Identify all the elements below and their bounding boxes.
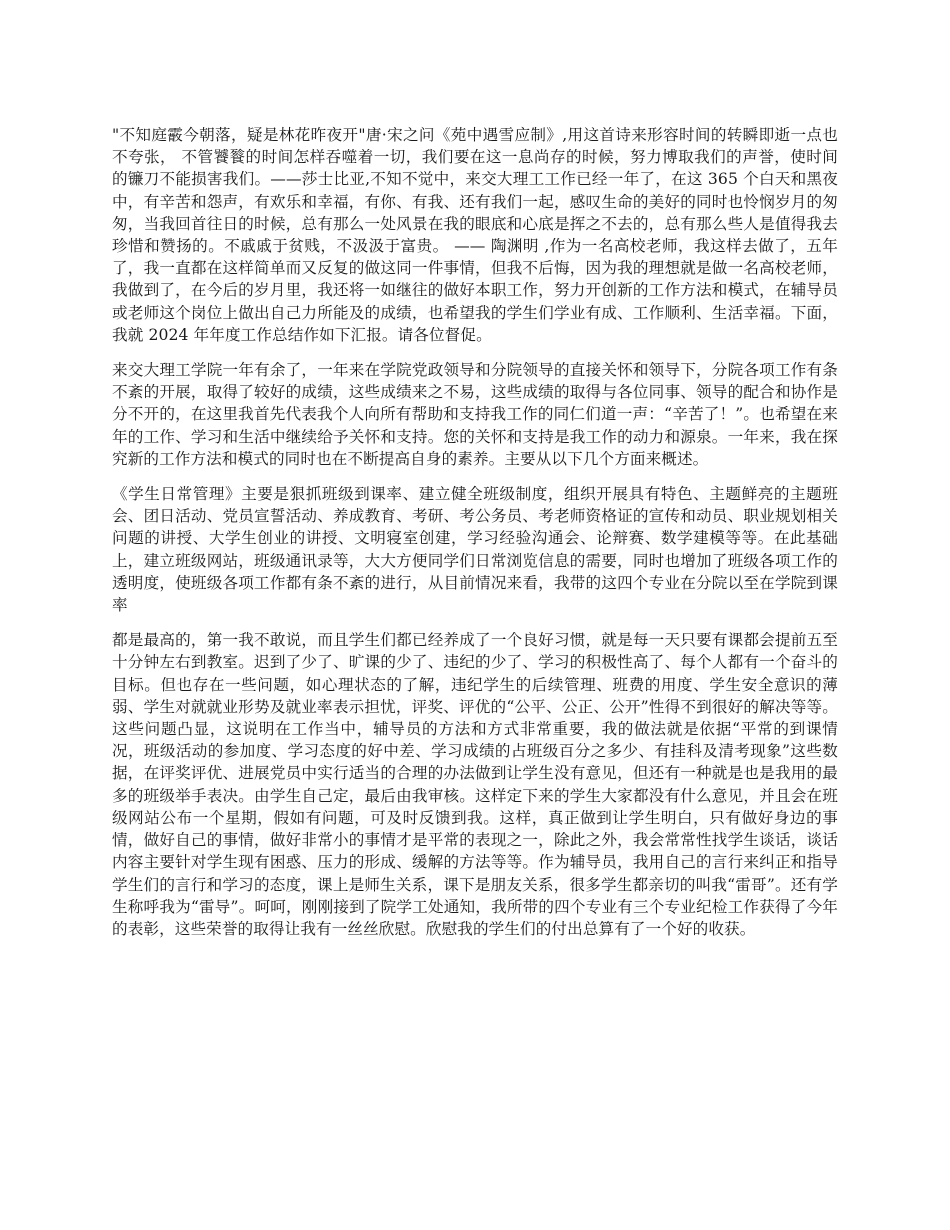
paragraph-student-management: 《学生日常管理》主要是狠抓班级到课率、建立健全班级制度，组织开展具有特色、主题鲜亮的主题班会、团日活动、党员宣誓活动、养成教育、考研、考公务员、考老师资格证的宣传和动员、职业规划相关问题的讲授、大学生创业的讲授、文明寝室创建，学习经验沟通会、论辩赛、数学建模等等。在此基础上，建立班级网站，班级通讯录等，大大方便同学们日常浏览信息的需要，同时也增加了班级各项工作的透明度，使班级各项工作都有条不紊的进行，从目前情况来看，我带的这四个专业在分院以至在学院到课率 [112, 485, 838, 615]
paragraph-results: 都是最高的，第一我不敢说，而且学生们都已经养成了一个良好习惯，就是每一天只要有课都会提前五至十分钟左右到教室。迟到了少了、旷课的少了、违纪的少了、学习的积极性高了、每个人都有一个奋斗的目标。但也存在一些问题，如心理状态的了解，违纪学生的后续管理、班费的用度、学生安全意识的薄弱、学生对就就业形势及就业率表示担忧，评奖、评优的“公平、公正、公开”性得不到很好的解决等等。这些问题凸显，这说明在工作当中，辅导员的方法和方式非常重要，我的做法就是依据“平常的到课情况，班级活动的参加度、学习态度的好中差、学习成绩的占班级百分之多少、有挂科及清考现象”这些数据，在评奖评优、进展党员中实行适当的合理的办法做到让学生没有意见，但还有一种就是也是我用的最多的班级举手表决。由学生自己定，最后由我审核。这样定下来的学生大家都没有什么意见，并且会在班级网站公布一个星期，假如有问题，可及时反馈到我。这样，真正做到让学生明白，只有做好身边的事情，做好自己的事情，做好非常小的事情才是平常的表现之一，除此之外，我会常常性找学生谈话，谈话内容主要针对学生现有困惑、压力的形成、缓解的方法等等。作为辅导员，我用自己的言行来纠正和指导学生们的言行和学习的态度，课上是师生关系，课下是朋友关系，很多学生都亲切的叫我“雷哥”。还有学生称呼我为“雷导”。呵呵，刚刚接到了院学工处通知，我所带的四个专业有三个专业纪检工作获得了今年的表彰，这些荣誉的取得让我有一丝丝欣慰。欣慰我的学生们的付出总算有了一个好的收获。 [112, 631, 838, 938]
paragraph-intro: "不知庭霰今朝落，疑是林花昨夜开"唐·宋之问《苑中遇雪应制》,用这首诗来形容时间的转瞬即逝一点也不夸张， 不管饕餮的时间怎样吞噬着一切，我们要在这一息尚存的时候，努力博取我们的声誉，使时间的镰刀不能损害我们。——莎士比亚,不知不觉中，来交大理工工作已经一年了，在这 365 个白天和黑夜中，有辛苦和怨声，有欢乐和幸福，有你、有我、还有我们一起，感叹生命的美好的同时也怜悯岁月的匆匆，当我回首往日的时候，总有那么一处风景在我的眼底和心底是挥之不去的，总有那么些人是值得我去珍惜和赞扬的。不戚戚于贫贱，不汲汲于富贵。 —— 陶渊明 ,作为一名高校老师，我这样去做了，五年了，我一直都在这样简单而又反复的做这同一件事情，但我不后悔，因为我的理想就是做一名高校老师，我做到了，在今后的岁月里，我还将一如继往的做好本职工作，努力开创新的工作方法和模式，在辅导员或老师这个岗位上做出自己力所能及的成绩，也希望我的学生们学业有成、工作顺利、生活幸福。下面，我就 2024 年年度工作总结作如下汇报。请各位督促。 [112, 126, 838, 344]
paragraph-overview: 来交大理工学院一年有余了，一年来在学院党政领导和分院领导的直接关怀和领导下，分院各项工作有条不紊的开展，取得了较好的成绩，这些成绩来之不易，这些成绩的取得与各位同事、领导的配合和协作是分不开的，在这里我首先代表我个人向所有帮助和支持我工作的同仁们道一声：“辛苦了！”。也希望在来年的工作、学习和生活中继续给予关怀和支持。您的关怀和支持是我工作的动力和源泉。一年来，我在探究新的工作方法和模式的同时也在不断提高自身的素养。主要从以下几个方面来概述。 [112, 361, 838, 468]
